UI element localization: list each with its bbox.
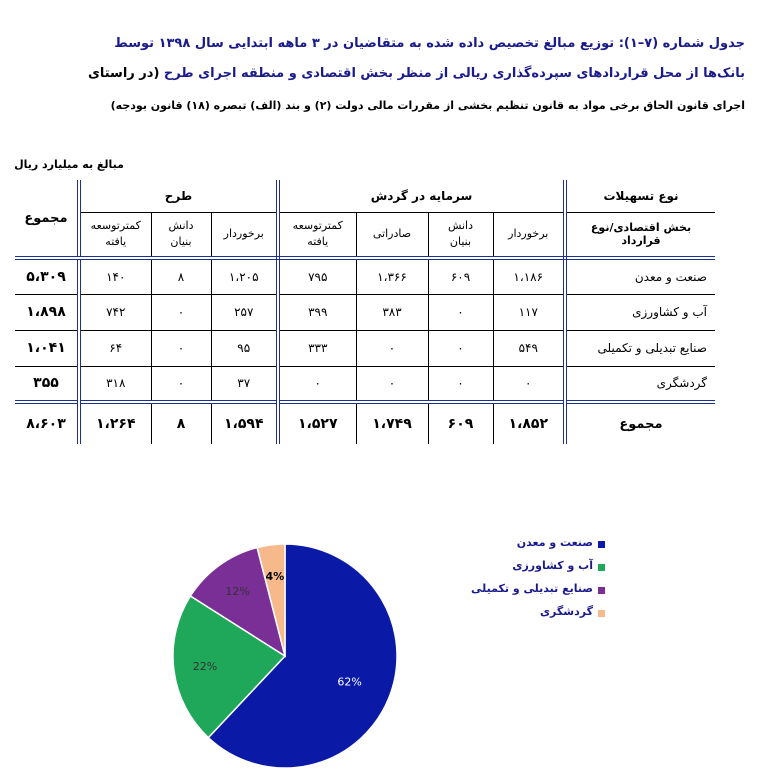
legend-item xyxy=(455,558,605,581)
header-working-capital: سرمایه در گردش xyxy=(278,180,565,212)
cell-wc-kb: ۰ xyxy=(428,366,493,402)
cell-pr-kb: ۰ xyxy=(151,330,211,366)
cell-wc-kb: ۰ xyxy=(428,294,493,330)
cell-wc-kb: ۰ xyxy=(428,330,493,366)
table-row xyxy=(15,258,715,294)
col-pr-knowledge-1: دانش xyxy=(168,219,194,233)
col-pr-less-developed xyxy=(79,212,151,258)
table-title-line-3: اجرای قانون الحاق برخی مواد به قانون تنظیم بخشی از مقررات مالی دولت (۲) و بند (الف) تبصره (۱۸) قانون بودجه) xyxy=(110,99,745,112)
legend-label: صنعت و معدن xyxy=(516,536,593,549)
cell-pr-bar: ۱،۲۰۵ xyxy=(211,258,278,294)
header-sector: بخش اقتصادی/نوع قرارداد xyxy=(565,212,715,258)
table-row xyxy=(15,330,715,366)
pie-slice-label: 4% xyxy=(265,569,285,583)
cell-wc-exp: ۰ xyxy=(356,330,428,366)
cell-wc-bar: ۰ xyxy=(493,366,565,402)
cell-wc-exp: ۳۸۳ xyxy=(356,294,428,330)
cell-pr-ld: ۷۴۲ xyxy=(79,294,151,330)
cell-pr-bar: ۳۷ xyxy=(211,366,278,402)
cell-pr-kb: ۰ xyxy=(151,366,211,402)
col-wc-bar: برخوردار xyxy=(493,212,565,258)
totals-row xyxy=(15,402,715,444)
title-line-2-tail: (در راستای xyxy=(87,66,160,81)
cell-total: ۱،۸۹۸ xyxy=(15,294,79,330)
cell-wc-ld: ۰ xyxy=(278,366,356,402)
cell-pr-ld: ۳۱۸ xyxy=(79,366,151,402)
pie-slice-label: 22% xyxy=(192,660,218,674)
legend-swatch xyxy=(598,541,605,548)
row-label: صنعت و معدن xyxy=(565,258,715,294)
row-label: آب و کشاورزی xyxy=(565,294,715,330)
cell-wc-exp: ۰ xyxy=(356,366,428,402)
col-wc-ld-2: یافته xyxy=(307,235,329,249)
cell-total: ۱،۰۴۱ xyxy=(15,330,79,366)
pie-slice-label: 62% xyxy=(337,675,362,689)
legend-item xyxy=(455,581,605,604)
col-pr-ld-2: یافته xyxy=(105,235,127,249)
table-row xyxy=(15,366,715,402)
cell-wc-ld: ۳۹۹ xyxy=(278,294,356,330)
total-wc-kb: ۶۰۹ xyxy=(428,402,493,444)
cell-total: ۳۵۵ xyxy=(33,375,59,392)
col-wc-knowledge xyxy=(428,212,493,258)
cell-wc-ld: ۷۹۵ xyxy=(278,258,356,294)
cell-pr-ld: ۱۴۰ xyxy=(79,258,151,294)
header-type: نوع تسهیلات xyxy=(565,180,715,212)
cell-pr-kb: ۰ xyxy=(151,294,211,330)
pie-chart xyxy=(170,538,410,768)
legend-item xyxy=(455,535,605,558)
legend-item xyxy=(455,604,605,627)
title-line-2-main: بانک‌ها از محل قراردادهای سپرده‌گذاری ریالی از منظر بخش اقتصادی و منطقه اجرای طرح xyxy=(163,66,745,81)
header-project: طرح xyxy=(79,180,278,212)
col-wc-ld-1: کمترتوسعه xyxy=(292,219,343,233)
cell-wc-ld: ۳۳۳ xyxy=(278,330,356,366)
cell-pr-bar: ۹۵ xyxy=(211,330,278,366)
header-total: مجموع xyxy=(15,180,79,258)
table-row xyxy=(15,294,715,330)
pie-slice-label: 12% xyxy=(225,584,250,598)
legend-label: آب و کشاورزی xyxy=(512,559,593,572)
grand-total: ۸،۶۰۳ xyxy=(15,402,79,444)
cell-wc-bar: ۵۴۹ xyxy=(493,330,565,366)
legend-swatch xyxy=(598,587,605,594)
legend-swatch xyxy=(598,564,605,571)
cell-wc-bar: ۱،۱۸۶ xyxy=(493,258,565,294)
total-wc-bar: ۱،۸۵۲ xyxy=(493,402,565,444)
cell-pr-bar: ۲۵۷ xyxy=(211,294,278,330)
chart-legend xyxy=(455,535,605,627)
cell-pr-ld: ۶۴ xyxy=(79,330,151,366)
total-pr-kb: ۸ xyxy=(151,402,211,444)
unit-note: مبالغ به میلیارد ریال xyxy=(14,158,124,171)
col-pr-knowledge xyxy=(151,212,211,258)
legend-label: گردشگری xyxy=(539,605,593,618)
col-pr-knowledge-2: بنیان xyxy=(170,235,192,249)
table-title-line-2 xyxy=(40,64,745,84)
row-label: صنایع تبدیلی و تکمیلی xyxy=(565,330,715,366)
row-label: گردشگری xyxy=(565,366,715,402)
legend-swatch xyxy=(598,610,605,617)
cell-wc-exp: ۱،۳۶۶ xyxy=(356,258,428,294)
total-pr-bar: ۱،۵۹۴ xyxy=(211,402,278,444)
cell-pr-kb: ۸ xyxy=(151,258,211,294)
allocation-table xyxy=(15,180,715,444)
col-wc-export: صادراتی xyxy=(356,212,428,258)
col-wc-less-developed xyxy=(278,212,356,258)
total-pr-ld: ۱،۲۶۴ xyxy=(79,402,151,444)
cell-total: ۵،۳۰۹ xyxy=(15,258,79,294)
col-wc-knowledge-1: دانش xyxy=(447,219,474,233)
legend-label: صنایع تبدیلی و تکمیلی xyxy=(471,582,593,595)
total-wc-exp: ۱،۷۴۹ xyxy=(356,402,428,444)
totals-label: مجموع xyxy=(565,402,715,444)
cell-wc-bar: ۱۱۷ xyxy=(493,294,565,330)
col-pr-ld-1: کمترتوسعه xyxy=(90,219,141,233)
col-wc-knowledge-2: بنیان xyxy=(449,235,472,249)
table-title-line-1: جدول شماره (۷–۱): توزیع مبالغ تخصیص داده شده به متقاضیان در ۳ ماهه ابتدایی سال ۱۳۹۸ توسط xyxy=(114,36,745,51)
cell-wc-kb: ۶۰۹ xyxy=(428,258,493,294)
col-pr-bar: برخوردار xyxy=(211,212,278,258)
total-wc-ld: ۱،۵۲۷ xyxy=(278,402,356,444)
